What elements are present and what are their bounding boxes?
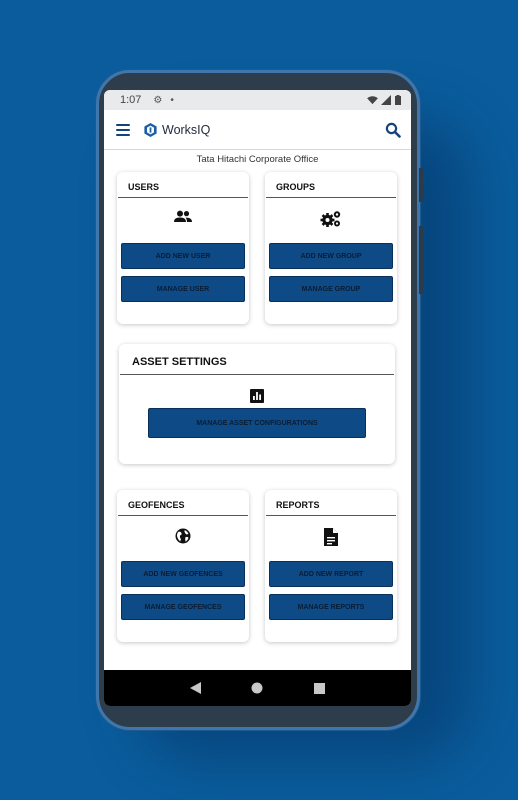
organization-name: Tata Hitachi Corporate Office [196, 154, 319, 165]
app-logo [144, 123, 210, 137]
volume-button [419, 226, 423, 294]
add-new-user-button[interactable]: ADD NEW USER [121, 243, 245, 269]
wifi-icon [367, 96, 378, 105]
dashboard-content [104, 166, 411, 666]
add-new-group-button[interactable]: ADD NEW GROUP [269, 243, 393, 269]
phone-screen [104, 90, 411, 706]
status-bar [104, 90, 411, 110]
battery-icon [395, 95, 401, 105]
gears-icon [265, 210, 397, 230]
app-bar [104, 110, 411, 150]
manage-geofences-button[interactable]: MANAGE GEOFENCES [121, 594, 245, 620]
asset-settings-card-title: ASSET SETTINGS [120, 344, 394, 375]
users-card-title: USERS [118, 172, 248, 198]
recents-icon[interactable] [310, 678, 330, 698]
asset-settings-card [119, 344, 395, 464]
people-icon [117, 210, 249, 230]
status-time: 1:07 [120, 94, 142, 106]
users-card [117, 172, 249, 324]
worksiq-logo [144, 123, 157, 137]
globe-icon [117, 528, 249, 548]
signal-icon [381, 95, 391, 105]
bar-chart-icon [119, 389, 395, 409]
groups-card [265, 172, 397, 324]
home-icon[interactable] [247, 678, 267, 698]
search-icon[interactable] [385, 122, 401, 138]
manage-reports-button[interactable]: MANAGE REPORTS [269, 594, 393, 620]
geofences-card [117, 490, 249, 642]
dot-icon: • [170, 94, 174, 106]
back-icon[interactable] [185, 678, 205, 698]
manage-user-button[interactable]: MANAGE USER [121, 276, 245, 302]
manage-group-button[interactable]: MANAGE GROUP [269, 276, 393, 302]
document-icon [265, 528, 397, 548]
groups-card-title: GROUPS [266, 172, 396, 198]
system-nav-bar [104, 670, 411, 706]
settings-icon: ⚙ [153, 94, 163, 106]
reports-card [265, 490, 397, 642]
menu-icon[interactable] [116, 124, 130, 136]
add-new-report-button[interactable]: ADD NEW REPORT [269, 561, 393, 587]
manage-asset-configurations-button[interactable]: MANAGE ASSET CONFIGURATIONS [148, 408, 366, 438]
add-new-geofences-button[interactable]: ADD NEW GEOFENCES [121, 561, 245, 587]
power-button [419, 168, 423, 202]
app-title: WorksIQ [162, 122, 211, 137]
reports-card-title: REPORTS [266, 490, 396, 516]
geofences-card-title: GEOFENCES [118, 490, 248, 516]
